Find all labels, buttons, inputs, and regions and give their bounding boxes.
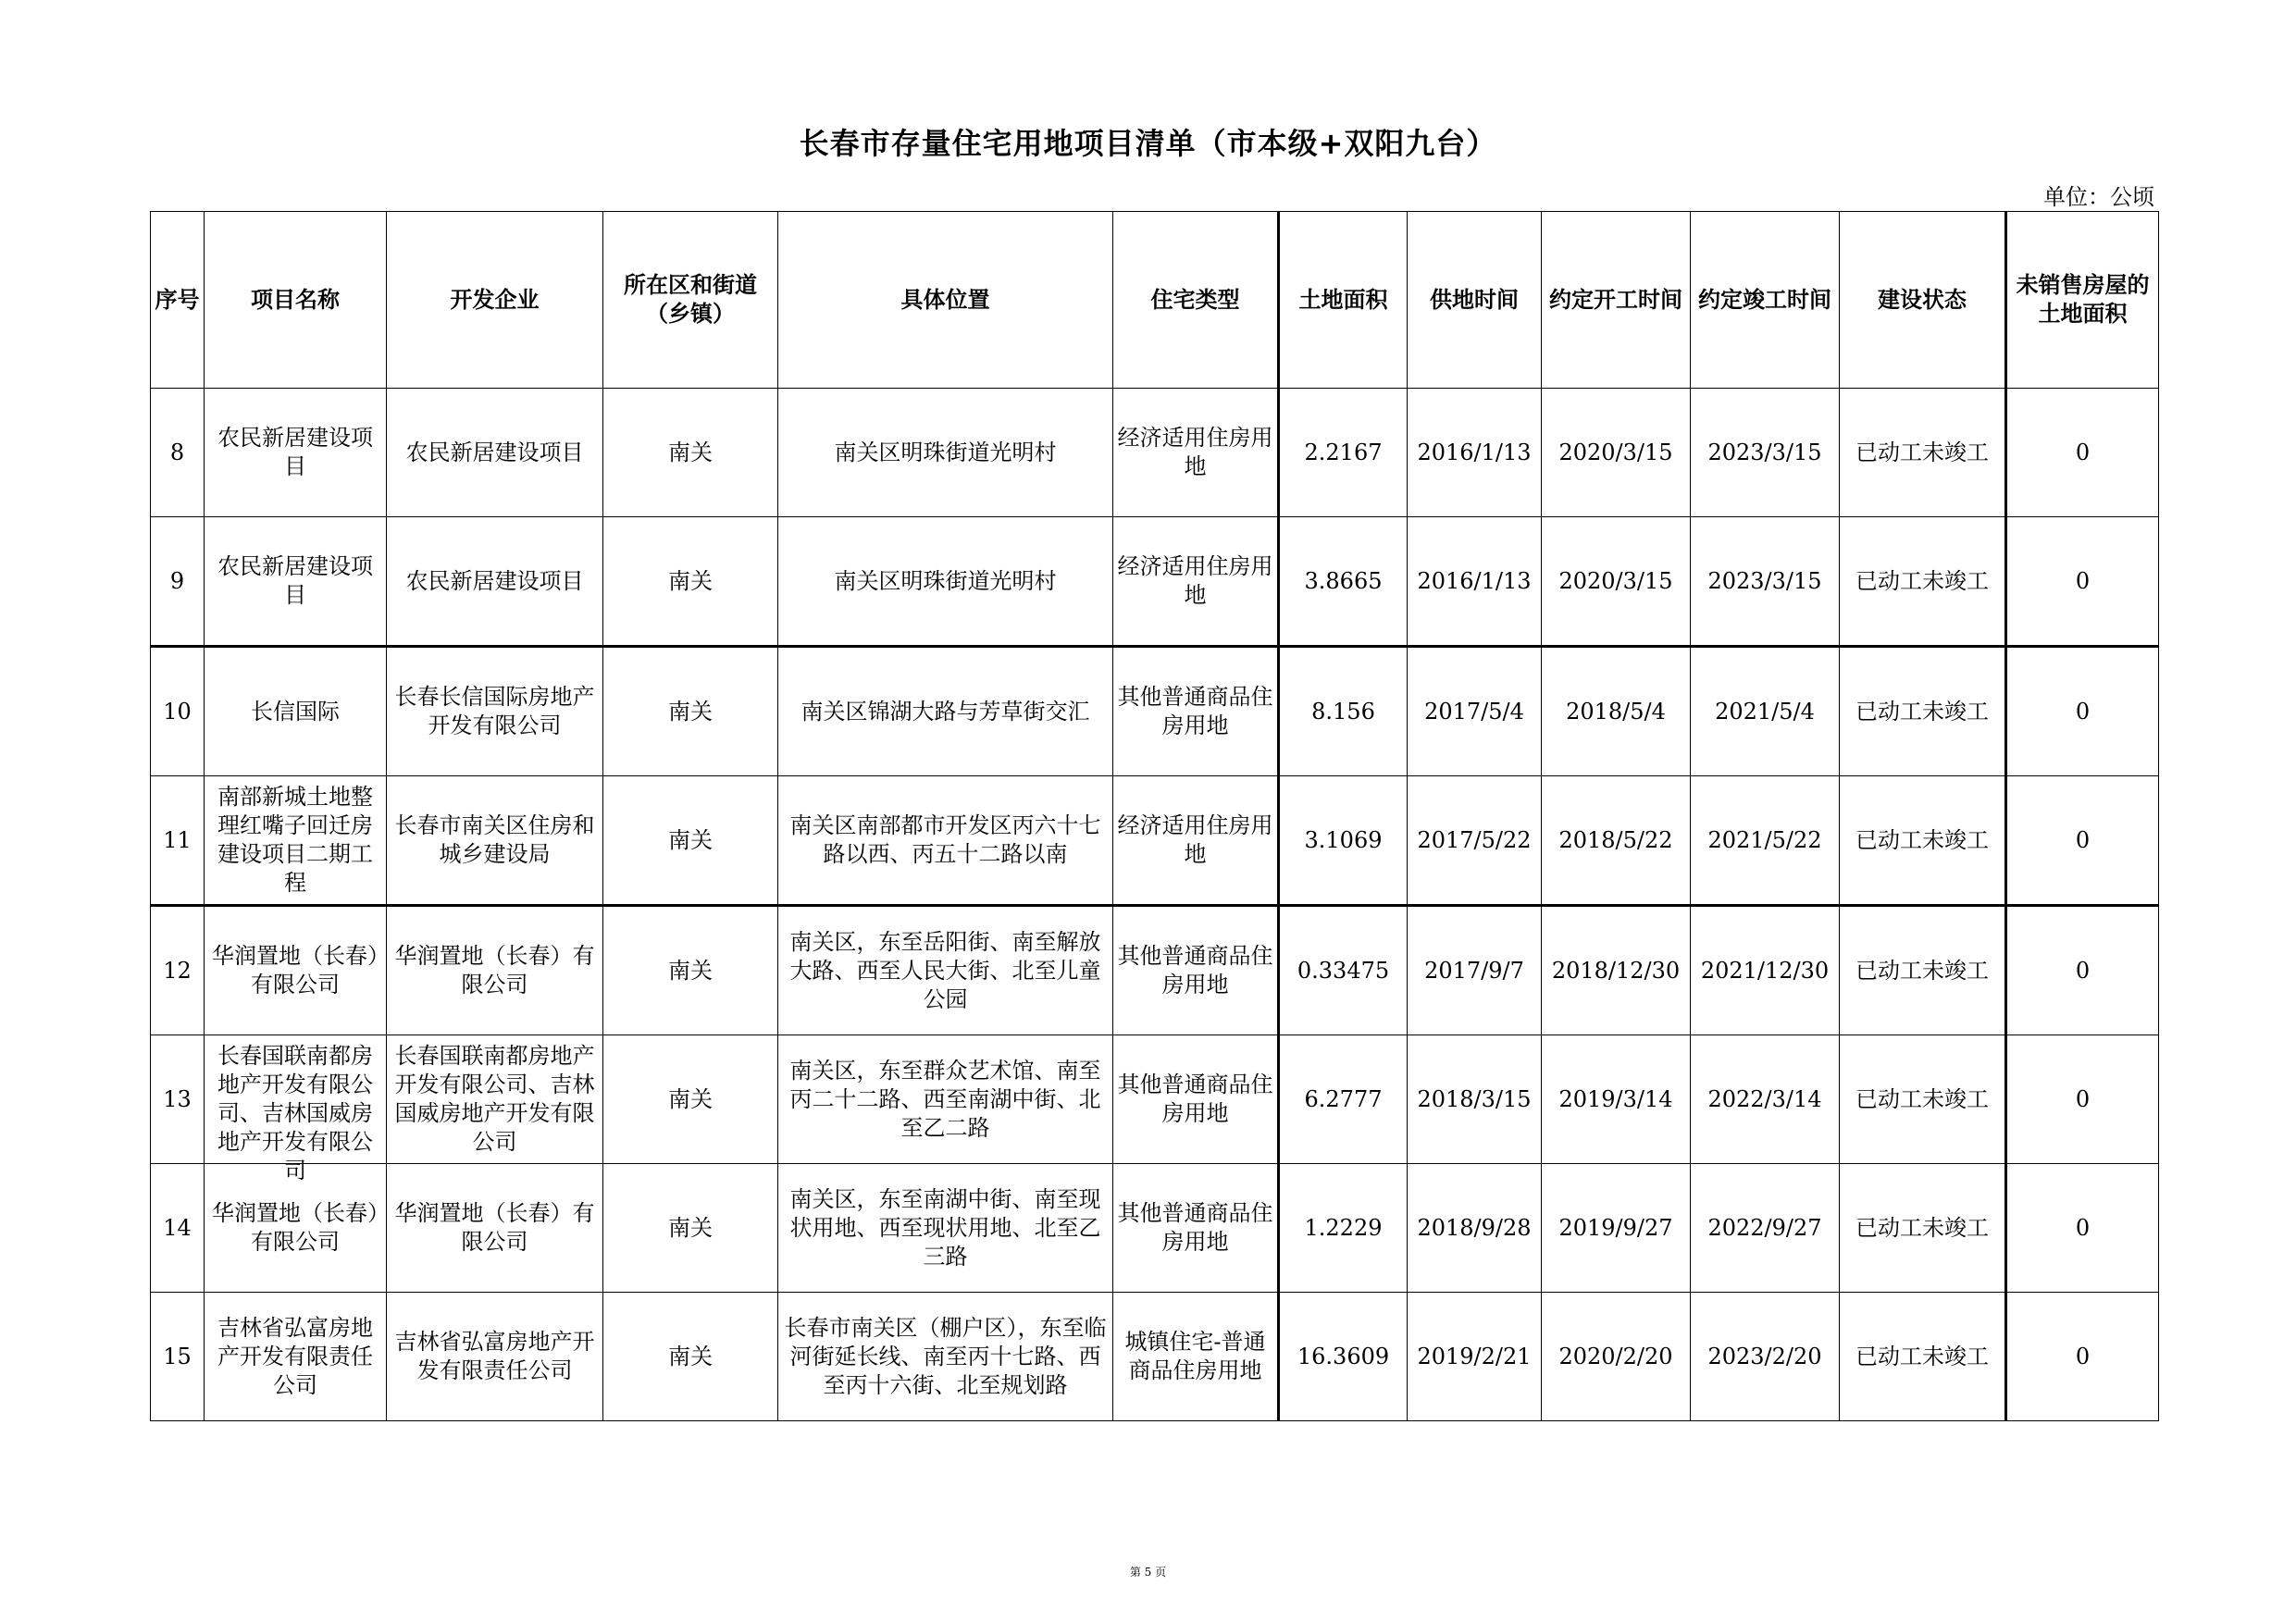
cell-text: 12	[163, 957, 192, 984]
cell-text: 2020/3/15	[1558, 439, 1673, 465]
cell-text: 华润置地（长春）有限公司	[212, 943, 379, 997]
cell-text: 长春国联南都房地产开发有限公司、吉林国威房地产开发有限公司	[217, 1043, 373, 1183]
table-cell	[205, 776, 387, 906]
land-project-table	[150, 211, 2159, 1421]
cell-text: 0	[2075, 439, 2091, 465]
cell-text: 2018/12/30	[1551, 957, 1681, 984]
cell-text: 其他普通商品住房用地	[1117, 943, 1273, 997]
cell-text: 南关区南部都市开发区丙六十七路以西、丙五十二路以南	[789, 812, 1101, 867]
cell-text: 长春市南关区（棚户区），东至临河街延长线、南至丙十七路、西至丙十六街、北至规划路	[784, 1314, 1107, 1398]
table-cell	[1113, 906, 1279, 1035]
header-cell: 所在区和街道（乡镇）	[603, 212, 778, 389]
table-cell	[1408, 389, 1542, 517]
table-cell	[387, 389, 603, 517]
table-cell	[2006, 1293, 2159, 1421]
table-cell	[151, 389, 205, 517]
cell-text: 11	[163, 826, 192, 853]
cell-text: 0	[2075, 1085, 2091, 1112]
table-cell	[205, 389, 387, 517]
table-cell	[1408, 1035, 1542, 1164]
table-cell	[1542, 1293, 1691, 1421]
cell-text: 0	[2075, 1214, 2091, 1241]
cell-text: 2018/9/28	[1417, 1214, 1532, 1241]
table-cell	[1113, 1164, 1279, 1293]
cell-text: 10	[163, 698, 192, 725]
table-cell	[603, 1035, 778, 1164]
cell-text: 2020/3/15	[1558, 567, 1673, 594]
table-cell	[1840, 906, 2006, 1035]
table-cell	[1408, 647, 1542, 776]
cell-text: 已动工未竣工	[1855, 826, 1989, 853]
cell-text: 2020/2/20	[1558, 1343, 1673, 1369]
cell-text: 吉林省弘富房地产开发有限责任公司	[394, 1329, 595, 1383]
cell-text: 2016/1/13	[1417, 567, 1532, 594]
cell-text: 16.3609	[1297, 1343, 1390, 1369]
header-cell: 项目名称	[205, 212, 387, 389]
table-cell	[387, 1164, 603, 1293]
cell-text: 南关	[668, 1214, 713, 1241]
cell-text: 吉林省弘富房地产开发有限责任公司	[217, 1314, 373, 1398]
cell-text: 南关	[668, 1085, 713, 1112]
cell-text: 已动工未竣工	[1855, 1343, 1989, 1369]
table-row	[151, 1293, 2159, 1421]
table-cell	[1542, 517, 1691, 647]
table-cell	[151, 647, 205, 776]
cell-text: 9	[169, 567, 185, 594]
table-header-row	[151, 212, 2159, 389]
table-cell	[151, 906, 205, 1035]
table-cell	[1840, 776, 2006, 906]
cell-text: 0	[2075, 826, 2091, 853]
header-cell: 开发企业	[387, 212, 603, 389]
header-cell: 约定开工时间	[1542, 212, 1691, 389]
cell-text: 2023/2/20	[1707, 1343, 1822, 1369]
table-cell	[1542, 906, 1691, 1035]
table-cell	[1542, 1164, 1691, 1293]
table-cell	[2006, 906, 2159, 1035]
cell-text: 南关	[668, 957, 713, 984]
cell-text: 15	[163, 1343, 192, 1369]
table-cell	[778, 906, 1113, 1035]
cell-text: 8.156	[1311, 698, 1375, 725]
table-cell	[1113, 389, 1279, 517]
cell-text: 2019/3/14	[1558, 1085, 1673, 1112]
cell-text: 南关区明珠街道光明村	[834, 567, 1057, 594]
cell-text: 农民新居建设项目	[405, 439, 584, 465]
cell-text: 南关区明珠街道光明村	[834, 439, 1057, 465]
table-cell	[603, 906, 778, 1035]
table-cell	[1691, 1164, 1840, 1293]
table-cell	[2006, 647, 2159, 776]
cell-text: 2018/3/15	[1417, 1085, 1532, 1112]
table-cell	[1691, 906, 1840, 1035]
cell-text: 2022/3/14	[1707, 1085, 1822, 1112]
cell-text: 长信国际	[251, 698, 340, 725]
table-cell	[603, 647, 778, 776]
header-cell: 建设状态	[1840, 212, 2006, 389]
cell-text: 华润置地（长春）有限公司	[212, 1200, 379, 1255]
table-cell	[603, 517, 778, 647]
cell-text: 南关区，东至岳阳街、南至解放大路、西至人民大街、北至儿童公园	[789, 928, 1101, 1012]
cell-text: 经济适用住房用地	[1117, 812, 1273, 867]
table-cell	[1279, 1035, 1408, 1164]
table-cell	[1691, 776, 1840, 906]
cell-text: 农民新居建设项目	[217, 553, 373, 608]
cell-text: 农民新居建设项目	[405, 567, 584, 594]
cell-text: 南关	[668, 698, 713, 725]
cell-text: 1.2229	[1304, 1214, 1383, 1241]
table-cell	[1279, 647, 1408, 776]
table-cell	[1279, 906, 1408, 1035]
table-cell	[2006, 1035, 2159, 1164]
table-cell	[1279, 776, 1408, 906]
table-cell	[1279, 1164, 1408, 1293]
cell-text: 2019/2/21	[1417, 1343, 1532, 1369]
header-cell: 约定竣工时间	[1691, 212, 1840, 389]
table-cell	[603, 1293, 778, 1421]
table-cell	[1113, 776, 1279, 906]
table-cell	[1542, 389, 1691, 517]
table-cell	[1408, 1164, 1542, 1293]
cell-text: 0	[2075, 1343, 2091, 1369]
table-cell	[1279, 517, 1408, 647]
table-cell	[778, 1035, 1113, 1164]
table-cell	[205, 1035, 387, 1183]
table-cell	[1542, 1035, 1691, 1164]
cell-text: 华润置地（长春）有限公司	[394, 943, 595, 997]
table-cell	[2006, 776, 2159, 906]
table-cell	[603, 389, 778, 517]
cell-text: 2016/1/13	[1417, 439, 1532, 465]
table-cell	[778, 647, 1113, 776]
cell-text: 南关	[668, 1343, 713, 1369]
cell-text: 0.33475	[1297, 957, 1390, 984]
table-cell	[1840, 1035, 2006, 1164]
table-row	[151, 389, 2159, 517]
table-cell	[1542, 647, 1691, 776]
cell-text: 2017/5/4	[1424, 698, 1524, 725]
cell-text: 经济适用住房用地	[1117, 553, 1273, 608]
header-cell: 未销售房屋的土地面积	[2006, 212, 2159, 389]
table-cell	[1691, 647, 1840, 776]
table-cell	[603, 1164, 778, 1293]
cell-text: 2021/5/22	[1707, 826, 1822, 853]
cell-text: 2021/12/30	[1700, 957, 1830, 984]
header-cell: 土地面积	[1279, 212, 1408, 389]
header-cell: 供地时间	[1408, 212, 1542, 389]
table-cell	[778, 1164, 1113, 1293]
cell-text: 已动工未竣工	[1855, 698, 1989, 725]
table-row	[151, 1035, 2159, 1164]
table-cell	[205, 1293, 387, 1421]
table-cell	[205, 906, 387, 1035]
table-cell	[1113, 647, 1279, 776]
cell-text: 经济适用住房用地	[1117, 425, 1273, 479]
cell-text: 2018/5/4	[1566, 698, 1666, 725]
cell-text: 2022/9/27	[1707, 1214, 1822, 1241]
page-number: 第 5 页	[1129, 1566, 1167, 1579]
table-cell	[1408, 906, 1542, 1035]
table-cell	[1691, 517, 1840, 647]
cell-text: 已动工未竣工	[1855, 957, 1989, 984]
table-cell	[387, 1293, 603, 1421]
table-cell	[1408, 776, 1542, 906]
cell-text: 南部新城土地整理红嘴子回迁房建设项目二期工程	[217, 784, 373, 896]
header-cell: 住宅类型	[1113, 212, 1279, 389]
header-cell: 具体位置	[778, 212, 1113, 389]
cell-text: 已动工未竣工	[1855, 1085, 1989, 1112]
table-cell	[2006, 517, 2159, 647]
table-cell	[1408, 517, 1542, 647]
table-cell	[151, 776, 205, 906]
cell-text: 长春国联南都房地产开发有限公司、吉林国威房地产开发有限公司	[394, 1043, 595, 1155]
table-cell	[1840, 389, 2006, 517]
cell-text: 2019/9/27	[1558, 1214, 1673, 1241]
table-cell	[778, 776, 1113, 906]
table-cell	[778, 389, 1113, 517]
table-cell	[387, 1035, 603, 1164]
cell-text: 南关区，东至群众艺术馆、南至丙二十二路、西至南湖中街、北至乙二路	[789, 1057, 1101, 1141]
table-cell	[151, 1293, 205, 1421]
table-cell	[1840, 517, 2006, 647]
cell-text: 南关区锦湖大路与芳草街交汇	[800, 698, 1090, 725]
table-cell	[151, 1035, 205, 1164]
cell-text: 2017/5/22	[1417, 826, 1532, 853]
table-cell	[1279, 1293, 1408, 1421]
unit-label: 单位：公顷	[2043, 184, 2154, 210]
cell-text: 其他普通商品住房用地	[1117, 1072, 1273, 1126]
cell-text: 其他普通商品住房用地	[1117, 1200, 1273, 1255]
table-cell	[1691, 1035, 1840, 1164]
cell-text: 南关	[668, 567, 713, 594]
page-title: 长春市存量住宅用地项目清单（市本级+双阳九台）	[799, 126, 1497, 161]
cell-text: 2023/3/15	[1707, 439, 1822, 465]
cell-text: 南关区，东至南湖中街、南至现状用地、西至现状用地、北至乙三路	[789, 1185, 1101, 1270]
cell-text: 南关	[668, 439, 713, 465]
cell-text: 其他普通商品住房用地	[1117, 684, 1273, 738]
table-cell	[1113, 1293, 1279, 1421]
cell-text: 2021/5/4	[1715, 698, 1815, 725]
table-cell	[151, 517, 205, 647]
cell-text: 华润置地（长春）有限公司	[394, 1200, 595, 1255]
table-cell	[1279, 389, 1408, 517]
table-cell	[205, 647, 387, 776]
table-row	[151, 517, 2159, 647]
table-cell	[1840, 1164, 2006, 1293]
cell-text: 14	[163, 1214, 192, 1241]
cell-text: 南关	[668, 826, 713, 853]
table-cell	[2006, 1164, 2159, 1293]
table-row	[151, 906, 2159, 1035]
cell-text: 2023/3/15	[1707, 567, 1822, 594]
table-cell	[1542, 776, 1691, 906]
table-cell	[151, 1164, 205, 1293]
table-row	[151, 1164, 2159, 1293]
cell-text: 城镇住宅-普通商品住房用地	[1124, 1329, 1266, 1383]
table-cell	[778, 517, 1113, 647]
table-cell	[1691, 389, 1840, 517]
cell-text: 13	[163, 1085, 192, 1112]
cell-text: 已动工未竣工	[1855, 567, 1989, 594]
table-row	[151, 647, 2159, 776]
table-cell	[387, 647, 603, 776]
cell-text: 6.2777	[1304, 1085, 1383, 1112]
cell-text: 0	[2075, 698, 2091, 725]
cell-text: 2018/5/22	[1558, 826, 1673, 853]
table-cell	[387, 906, 603, 1035]
table-cell	[603, 776, 778, 906]
cell-text: 3.1069	[1304, 826, 1383, 853]
cell-text: 3.8665	[1304, 567, 1383, 594]
cell-text: 长春长信国际房地产开发有限公司	[394, 684, 595, 738]
table-cell	[1691, 1293, 1840, 1421]
table-cell	[1840, 647, 2006, 776]
table-cell	[2006, 389, 2159, 517]
table-cell	[205, 517, 387, 647]
table-cell	[387, 776, 603, 906]
cell-text: 0	[2075, 957, 2091, 984]
table-cell	[1840, 1293, 2006, 1421]
table-cell	[778, 1293, 1113, 1421]
header-cell: 序号	[151, 212, 205, 389]
table-cell	[387, 517, 603, 647]
table-cell	[1408, 1293, 1542, 1421]
cell-text: 2017/9/7	[1424, 957, 1524, 984]
cell-text: 农民新居建设项目	[217, 425, 373, 479]
table-cell	[1113, 1035, 1279, 1164]
cell-text: 2.2167	[1304, 439, 1383, 465]
table-row	[151, 776, 2159, 906]
cell-text: 已动工未竣工	[1855, 439, 1989, 465]
cell-text: 8	[169, 439, 185, 465]
table-cell	[1113, 517, 1279, 647]
cell-text: 0	[2075, 567, 2091, 594]
cell-text: 长春市南关区住房和城乡建设局	[394, 812, 595, 867]
cell-text: 已动工未竣工	[1855, 1214, 1989, 1241]
